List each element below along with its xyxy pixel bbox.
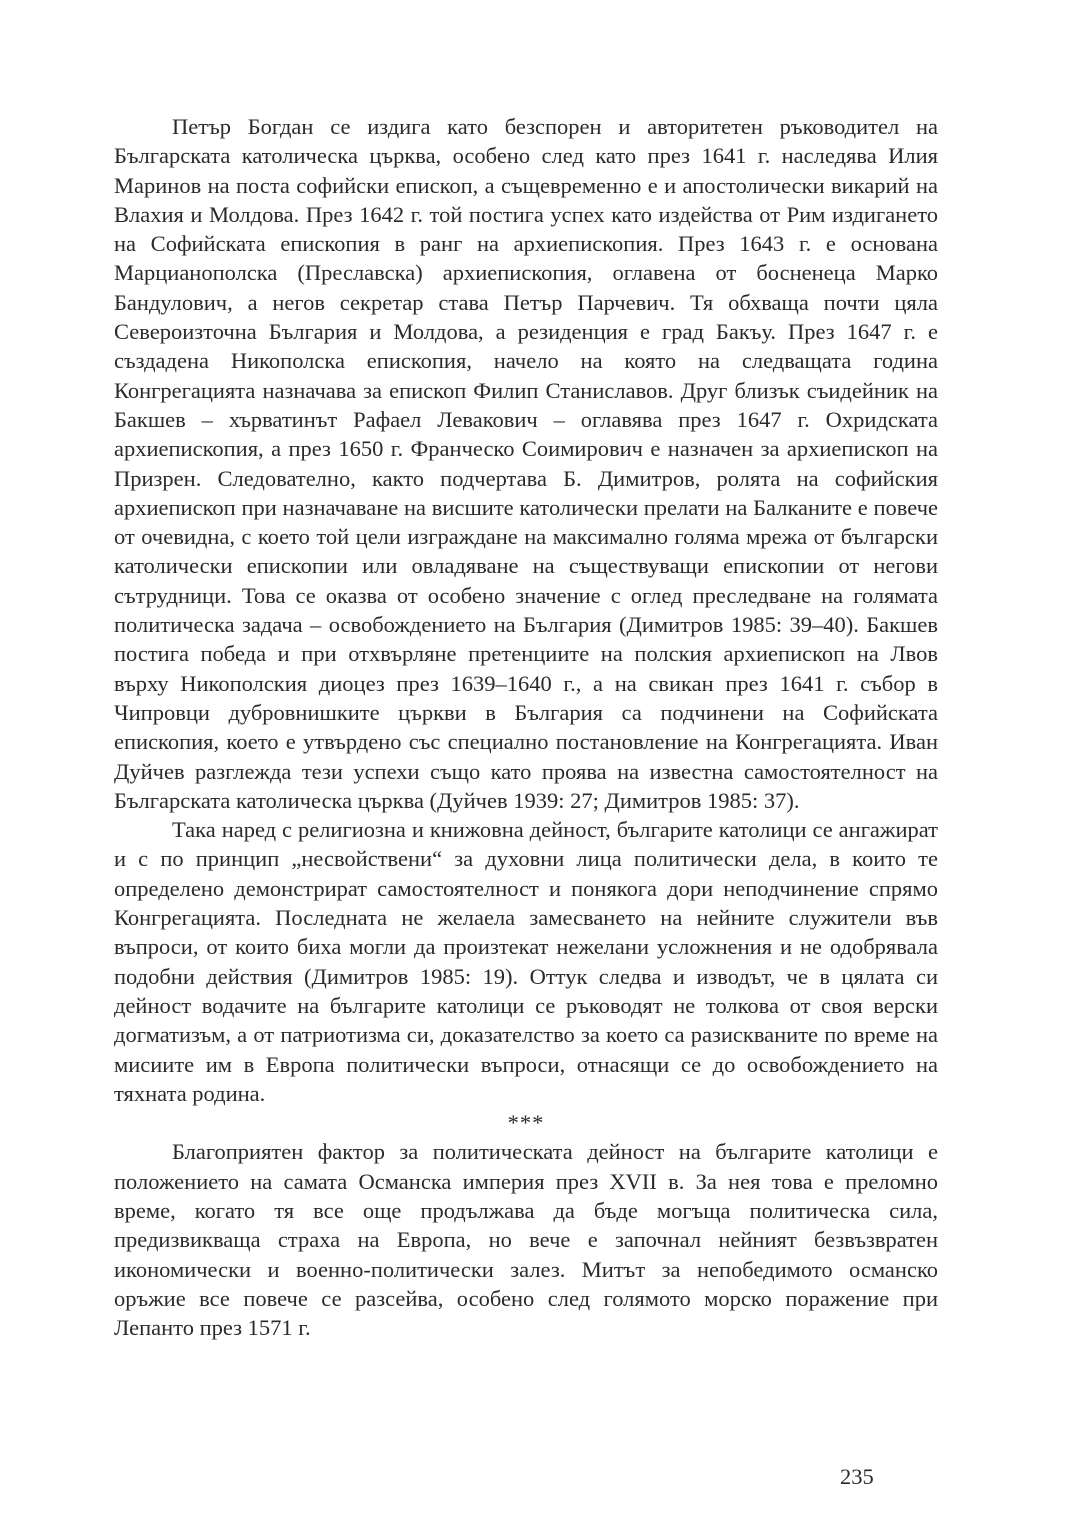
paragraph-1: Петър Богдан се издига като безспорен и авторитетен ръководител на Българската католическа църква, особено след като през 1641 г. наследява Илия Маринов на поста софийски епископ, а същевременно е и апостолически викарий на Влахия и Молдова. През 1642 г. той постига успех като издейства от Рим издигането на Софийската епископия в ранг на архиепископия. През 1643 г. е основана Марцианополска (Преславска) архиепископия, оглавена от босненеца Марко Бандулович, а негов секретар става Петър Парчевич. Тя обхваща почти цяла Североизточна България и Молдова, а резиденция е град Бакъу. През 1647 г. е създадена Никополска епископия, начело на която на следващата година Конгрегацията назначава за епископ Филип Станиславов. Друг близък съидейник на Бакшев – хърватинът Рафаел Левакович – оглавява през 1647 г. Охридската архиепископия, а през 1650 г. Франческо Соимирович е назначен за архиепископ на Призрен. Следователно, както подчертава Б. Димитров, ролята на софийския архиепископ при назначаване на висшите католически прелати на Балканите е повече от очевидна, с което той цели изграждане на максимално голяма мрежа от български католически епископии или овладяване на съществуващи епископии от негови сътрудници. Това се оказва от особено значение с оглед преследване на голямата политическа задача – освобождението на България (Димитров 1985: 39–40). Бакшев постига победа и при отхвърляне претенциите на полския архиепископ на Лвов върху Никополския диоцез през 1639–1640 г., а на свикан през 1641 г. събор в Чипровци дубровнишките църкви в България са подчинени на Софийската епископия, което е утвърдено със специално постановление на Конгрегацията. Иван Дуйчев разглежда тези успехи също като проява на известна самостоятелност на Българската католическа църква (Дуйчев 1939: 27; Димитров 1985: 37). <box>114 114 938 813</box>
document-body <box>114 112 938 1342</box>
section-separator: *** <box>507 1110 545 1136</box>
page-number: 235 <box>840 1464 874 1489</box>
paragraph-2: Така наред с религиозна и книжовна дейност, българите католици се ангажират и с по принцип „несвойствени“ за духовни лица политически дела, в които те определено демонстрират самостоятелност и понякога дори неподчинение спрямо Конгрегацията. Последната не желаела замесването на нейните служители във въпроси, от които биха могли да произтекат нежелани усложнения и не одобрявала подобни действия (Димитров 1985: 19). Оттук следва и изводът, че в цялата си дейност водачите на българите католици се ръководят не толкова от своя верски догматизъм, а от патриотизма си, доказателство за което са разискваните по време на мисиите им в Европа политически въпроси, отнасящи се до освобождението на тяхната родина. <box>114 817 938 1106</box>
paragraph-3: Благоприятен фактор за политическата дейност на българите католици е положението на самата Османска империя през XVII в. За нея това е преломно време, когато тя все още продължава да бъде могъща политическа сила, предизвикваща страха на Европа, но вече е започнал нейният безвъзвратен икономически и военно-политически залез. Митът за непобедимото османско оръжие все повече се разсейва, особено след голямото морско поражение при Лепанто през 1571 г. <box>114 1139 938 1341</box>
